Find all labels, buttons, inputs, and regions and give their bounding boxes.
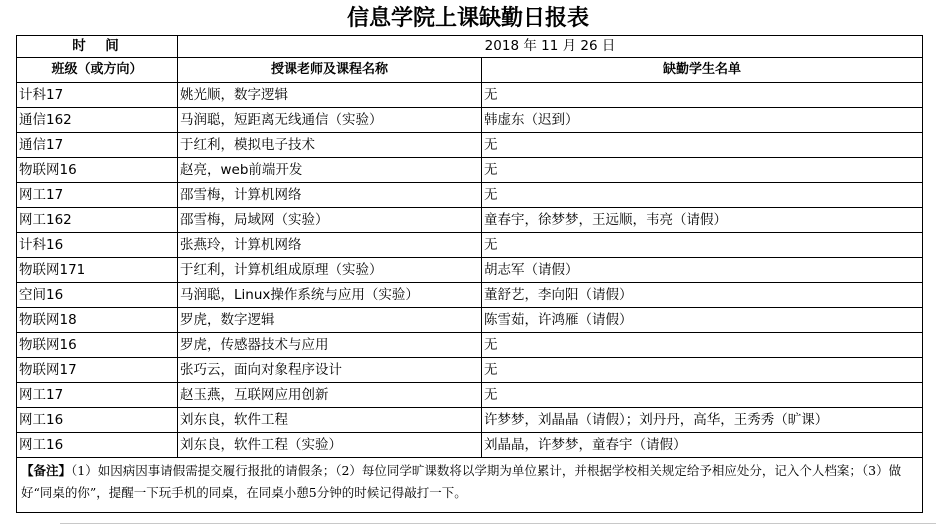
table-row	[17, 83, 923, 108]
absent-cell: 无	[482, 183, 923, 208]
course-cell: 马润聪，Linux操作系统与应用（实验）	[178, 283, 482, 308]
page-bottom-rule	[60, 523, 936, 524]
class-cell: 网工17	[17, 183, 178, 208]
header-row	[17, 58, 923, 83]
class-cell: 网工16	[17, 408, 178, 433]
course-cell: 邵雪梅，计算机网络	[178, 183, 482, 208]
class-cell: 网工162	[17, 208, 178, 233]
absent-cell: 无	[482, 83, 923, 108]
table-row	[17, 183, 923, 208]
course-cell: 于红利，计算机组成原理（实验）	[178, 258, 482, 283]
course-cell: 邵雪梅，局域网（实验）	[178, 208, 482, 233]
absent-cell: 无	[482, 358, 923, 383]
table-row	[17, 258, 923, 283]
note-label: 【备注】	[21, 463, 72, 478]
note-row	[17, 458, 923, 513]
absent-cell: 无	[482, 333, 923, 358]
course-cell: 刘东良，软件工程（实验）	[178, 433, 482, 458]
note-text: （1）如因病因事请假需提交履行报批的请假条；（2）每位同学旷课数将以学期为单位累计，并根据学校相关规定给予相应处分，记入个人档案；（3）做好“同桌的你”，提醒一下玩手机的同桌，在同桌小憩5分钟的时候记得敲打一下。	[21, 463, 902, 500]
absent-cell: 董舒艺，李向阳（请假）	[482, 283, 923, 308]
class-column-header: 班级（或方向）	[17, 58, 178, 83]
table-row	[17, 283, 923, 308]
table-row	[17, 308, 923, 333]
class-cell: 物联网18	[17, 308, 178, 333]
time-label: 时 间	[17, 36, 178, 58]
course-column-header: 授课老师及课程名称	[178, 58, 482, 83]
class-cell: 通信17	[17, 133, 178, 158]
absent-cell: 刘晶晶，许梦梦，童春宇（请假）	[482, 433, 923, 458]
table-row	[17, 233, 923, 258]
absent-column-header: 缺勤学生名单	[482, 58, 923, 83]
table-row	[17, 358, 923, 383]
class-cell: 网工17	[17, 383, 178, 408]
table-row	[17, 208, 923, 233]
report-title: 信息学院上课缺勤日报表	[346, 5, 589, 31]
absent-cell: 陈雪茹，许鸿雁（请假）	[482, 308, 923, 333]
course-cell: 罗虎，传感器技术与应用	[178, 333, 482, 358]
class-cell: 计科17	[17, 83, 178, 108]
table-row	[17, 133, 923, 158]
absent-cell: 无	[482, 158, 923, 183]
date-row	[17, 36, 923, 58]
class-cell: 空间16	[17, 283, 178, 308]
class-cell: 物联网16	[17, 333, 178, 358]
class-cell: 物联网17	[17, 358, 178, 383]
course-cell: 于红利，模拟电子技术	[178, 133, 482, 158]
course-cell: 张燕玲，计算机网络	[178, 233, 482, 258]
course-cell: 刘东良，软件工程	[178, 408, 482, 433]
absent-cell: 胡志军（请假）	[482, 258, 923, 283]
course-cell: 姚光顺，数字逻辑	[178, 83, 482, 108]
table-row	[17, 158, 923, 183]
class-cell: 物联网16	[17, 158, 178, 183]
table-row	[17, 333, 923, 358]
course-cell: 罗虎，数字逻辑	[178, 308, 482, 333]
class-cell: 网工16	[17, 433, 178, 458]
absent-cell: 韩虚东（迟到）	[482, 108, 923, 133]
table-row	[17, 383, 923, 408]
table-row	[17, 433, 923, 458]
absent-cell: 无	[482, 133, 923, 158]
table-row	[17, 108, 923, 133]
class-cell: 计科16	[17, 233, 178, 258]
absent-cell: 无	[482, 383, 923, 408]
absent-cell: 童春宇，徐梦梦，王远顺，韦亮（请假）	[482, 208, 923, 233]
course-cell: 马润聪，短距离无线通信（实验）	[178, 108, 482, 133]
course-cell: 赵亮，web前端开发	[178, 158, 482, 183]
course-cell: 赵玉燕，互联网应用创新	[178, 383, 482, 408]
absent-cell: 无	[482, 233, 923, 258]
absent-cell: 许梦梦，刘晶晶（请假）；刘丹丹，高华，王秀秀（旷课）	[482, 408, 923, 433]
table-row	[17, 408, 923, 433]
absence-report-table	[16, 35, 923, 513]
note-cell	[17, 458, 923, 513]
report-date: 2018 年 11 月 26 日	[178, 36, 923, 58]
class-cell: 物联网171	[17, 258, 178, 283]
course-cell: 张巧云，面向对象程序设计	[178, 358, 482, 383]
class-cell: 通信162	[17, 108, 178, 133]
